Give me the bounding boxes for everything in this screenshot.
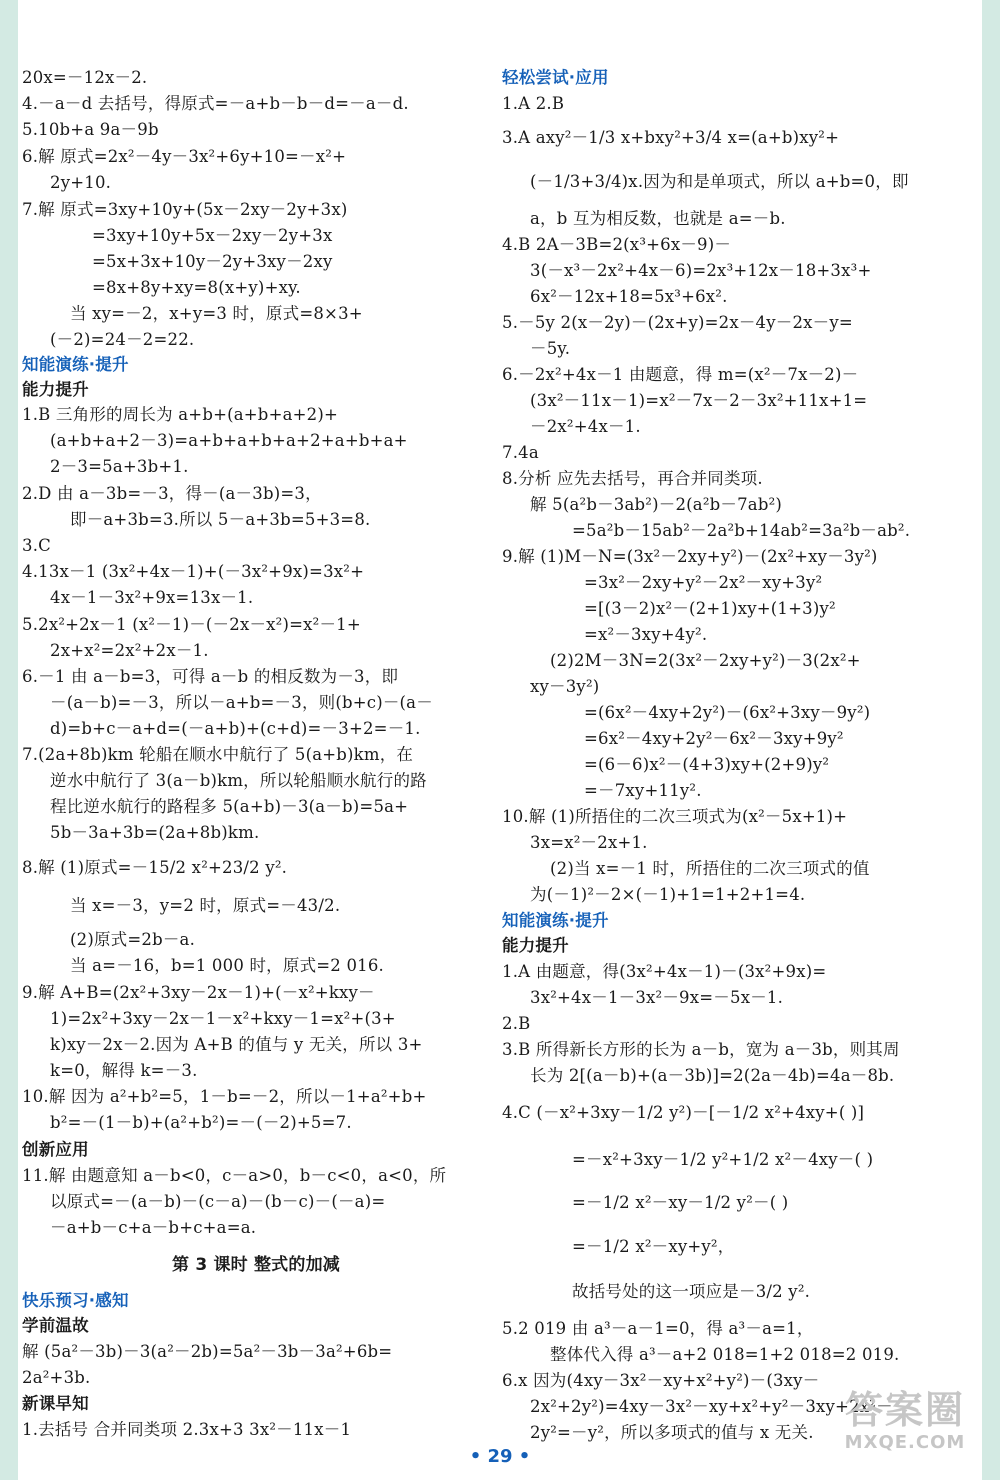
section-heading: 快乐预习·感知 [22, 1291, 129, 1310]
answer-line: 4.－a－d 去括号，得原式=－a+b－b－d=－a－d. [22, 94, 409, 113]
answer-line: =[(3－2)x²－(2+1)xy+(1+3)y² [584, 599, 836, 618]
section-heading: 知能演练·提升 [502, 911, 609, 930]
answer-line: 4x－1－3x²+9x=13x－1. [50, 588, 254, 607]
answer-line: 2y²=－y²，所以多项式的值与 x 无关. [530, 1423, 814, 1442]
answer-line: 5.2 019 由 a³－a－1=0，得 a³－a=1， [502, 1319, 814, 1338]
answer-line: 5b－3a+3b=(2a+8b)km. [50, 823, 260, 842]
answer-line: 2x+x²=2x²+2x－1. [50, 641, 209, 660]
answer-line: 6.－2x²+4x－1 由题意，得 m=(x²－7x－2)－ [502, 365, 859, 384]
answer-line: 程比逆水航行的路程多 5(a+b)－3(a－b)=5a+ [50, 797, 409, 816]
subsection-heading: 能力提升 [22, 380, 89, 399]
answer-line: 6.－1 由 a－b=3，可得 a－b 的相反数为－3，即 [22, 667, 399, 686]
answer-line: 10.解 (1)所捂住的二次三项式为(x²－5x+1)+ [502, 807, 848, 826]
answer-line: 2－3=5a+3b+1. [50, 457, 189, 476]
answer-line: (2)2M－3N=2(3x²－2xy+y²)－3(2x²+ [550, 651, 861, 670]
answer-line: =8x+8y+xy=8(x+y)+xy. [92, 278, 301, 297]
answer-line: =6x²－4xy+2y²－6x²－3xy+9y² [584, 729, 844, 748]
answer-line: 5.10b+a 9a－9b [22, 120, 159, 139]
answer-line: 以原式=－(a－b)－(c－a)－(b－c)－(－a)= [50, 1192, 386, 1211]
subsection-heading: 创新应用 [22, 1140, 89, 1159]
answer-line: (－1/3+3/4)x.因为和是单项式，所以 a+b=0，即 [530, 172, 909, 191]
answer-line: 2y+10. [50, 173, 112, 192]
answer-line: b²=－(1－b)+(a²+b²)=－(－2)+5=7. [50, 1113, 352, 1132]
answer-line: (a+b+a+2－3)=a+b+a+b+a+2+a+b+a+ [50, 431, 408, 450]
answer-line: =(6x²－4xy+2y²)－(6x²+3xy－9y²) [584, 703, 871, 722]
subsection-heading: 学前温故 [22, 1316, 89, 1335]
answer-line: 解 (5a²－3b)－3(a²－2b)=5a²－3b－3a²+6b= [22, 1342, 393, 1361]
right-answer-column [502, 0, 972, 1450]
answer-line: =－x²+3xy－1/2 y²+1/2 x²－4xy－( ) [572, 1150, 874, 1169]
answer-line: =x²－3xy+4y². [584, 625, 708, 644]
answer-line: 3.C [22, 536, 51, 555]
answer-line: =－1/2 x²－xy+y²， [572, 1237, 735, 1256]
answer-line: 7.4a [502, 443, 539, 462]
answer-line: 3x=x²－2x+1. [530, 833, 648, 852]
answer-line: 当 x=－3，y=2 时，原式=－43/2. [70, 896, 341, 915]
answer-line: 11.解 由题意知 a－b<0，c－a>0，b－c<0，a<0，所 [22, 1166, 447, 1185]
answer-line: =5x+3x+10y－2y+3xy－2xy [92, 252, 333, 271]
answer-line: 当 a=－16，b=1 000 时，原式=2 016. [70, 956, 384, 975]
answer-line: =(6－6)x²－(4+3)xy+(2+9)y² [584, 755, 830, 774]
answer-line: 10.解 因为 a²+b²=5，1－b=－2，所以－1+a²+b+ [22, 1087, 427, 1106]
answer-line: 故括号处的这一项应是－3/2 y². [572, 1282, 811, 1301]
answer-line: 3x²+4x－1－3x²－9x=－5x－1. [530, 988, 784, 1007]
answer-line: 4.C (－x²+3xy－1/2 y²)－[－1/2 x²+4xy+( )] [502, 1103, 865, 1122]
subsection-heading: 能力提升 [502, 936, 569, 955]
answer-line: 8.解 (1)原式=－15/2 x²+23/2 y². [22, 858, 288, 877]
answer-line: 当 xy=－2，x+y=3 时，原式=8×3+ [70, 304, 363, 323]
answer-line: 解 5(a²b－3ab²)－2(a²b－7ab²) [530, 495, 783, 514]
answer-line: 1)=2x²+3xy－2x－1－x²+kxy－1=x²+(3+ [50, 1009, 396, 1028]
answer-line: (2)原式=2b－a. [70, 930, 196, 949]
answer-line: =－1/2 x²－xy－1/2 y²－( ) [572, 1193, 789, 1212]
answer-line: =3x²－2xy+y²－2x²－xy+3y² [584, 573, 823, 592]
answer-line: 4.13x－1 (3x²+4x－1)+(－3x²+9x)=3x²+ [22, 562, 365, 581]
answer-line: 2.B [502, 1014, 531, 1033]
answer-line: 6.解 原式=2x²－4y－3x²+6y+10=－x²+ [22, 147, 347, 166]
answer-line: 1.A 由题意，得(3x²+4x－1)－(3x²+9x)= [502, 962, 827, 981]
answer-line: 1.B 三角形的周长为 a+b+(a+b+a+2)+ [22, 405, 339, 424]
answer-line: 6.x 因为(4xy－3x²－xy+x²+y²)－(3xy－ [502, 1371, 820, 1390]
answer-line: d)=b+c－a+d=(－a+b)+(c+d)=－3+2=－1. [50, 719, 421, 738]
answer-line: 1.去括号 合并同类项 2.3x+3 3x²－11x－1 [22, 1420, 352, 1439]
answer-line: 5.2x²+2x－1 (x²－1)－(－2x－x²)=x²－1+ [22, 615, 361, 634]
watermark-text: 答案圈 [844, 1388, 965, 1432]
answer-line: (－2)=24－2=22. [50, 330, 195, 349]
answer-line: 整体代入得 a³－a+2 018=1+2 018=2 019. [550, 1345, 900, 1364]
answer-line: －5y. [530, 339, 571, 358]
left-answer-column [22, 0, 492, 1450]
answer-line: xy－3y²) [530, 677, 600, 696]
answer-line: 8.分析 应先去括号，再合并同类项. [502, 469, 763, 488]
answer-line: 7.(2a+8b)km 轮船在顺水中航行了 5(a+b)km，在 [22, 745, 414, 764]
answer-line: 2.D 由 a－3b=－3，得－(a－3b)=3， [22, 484, 322, 503]
answer-line: －(a－b)=－3，所以－a+b=－3，则(b+c)－(a－ [50, 693, 433, 712]
answer-line: 逆水中航行了 3(a－b)km，所以轮船顺水航行的路 [50, 771, 427, 790]
left-margin-strip [0, 0, 18, 1480]
answer-line: k=0，解得 k=－3. [50, 1061, 198, 1080]
answer-line: 1.A 2.B [502, 94, 565, 113]
page-number: • 29 • [469, 1446, 531, 1467]
answer-line: 3.B 所得新长方形的长为 a－b，宽为 a－3b，则其周 [502, 1040, 900, 1059]
answer-line: 2a²+3b. [22, 1368, 91, 1387]
answer-line: (3x²－11x－1)=x²－7x－2－3x²+11x+1= [530, 391, 868, 410]
answer-line: 为(－1)²－2×(－1)+1=1+2+1=4. [530, 885, 806, 904]
section-heading: 轻松尝试·应用 [502, 68, 609, 87]
answer-line: 长为 2[(a－b)+(a－3b)]=2(2a－4b)=4a－8b. [530, 1066, 895, 1085]
answer-line: 9.解 (1)M－N=(3x²－2xy+y²)－(2x²+xy－3y²) [502, 547, 878, 566]
answer-line: 3(－x³－2x²+4x－6)=2x³+12x－18+3x³+ [530, 261, 872, 280]
answer-line: =－7xy+11y². [584, 781, 702, 800]
watermark-site: MXQE.COM [844, 1432, 966, 1453]
watermark-logo [830, 1388, 980, 1454]
right-margin-strip [982, 0, 1000, 1480]
answer-line: 即－a+3b=3.所以 5－a+3b=5+3=8. [70, 510, 371, 529]
answer-line: =5a²b－15ab²－2a²b+14ab²=3a²b－ab². [572, 521, 911, 540]
answer-line: －a+b－c+a－b+c+a=a. [50, 1218, 257, 1237]
answer-line: a，b 互为相反数，也就是 a=－b. [530, 209, 786, 228]
answer-line: =3xy+10y+5x－2xy－2y+3x [92, 226, 333, 245]
answer-line: k)xy－2x－2.因为 A+B 的值与 y 无关，所以 3+ [50, 1035, 423, 1054]
lesson-title: 第 3 课时 整式的加减 [172, 1255, 340, 1275]
subsection-heading: 新课早知 [22, 1394, 89, 1413]
answer-line: 4.B 2A－3B=2(x³+6x－9)－ [502, 235, 732, 254]
answer-line: (2)当 x=－1 时，所捂住的二次三项式的值 [550, 859, 870, 878]
answer-line: 9.解 A+B=(2x²+3xy－2x－1)+(－x²+kxy－ [22, 983, 375, 1002]
answer-line: 3.A axy²－1/3 x+bxy²+3/4 x=(a+b)xy²+ [502, 128, 840, 147]
answer-line: 5.－5y 2(x－2y)－(2x+y)=2x－4y－2x－y= [502, 313, 853, 332]
answer-line: －2x²+4x－1. [530, 417, 641, 436]
answer-line: 6x²－12x+18=5x³+6x². [530, 287, 728, 306]
answer-line: 2x²+2y²)=4xy－3x²－xy+x²+y²－3xy+2x²－ [530, 1397, 893, 1416]
answer-line: 20x=－12x－2. [22, 68, 148, 87]
answer-line: 7.解 原式=3xy+10y+(5x－2xy－2y+3x) [22, 200, 348, 219]
section-heading: 知能演练·提升 [22, 355, 129, 374]
